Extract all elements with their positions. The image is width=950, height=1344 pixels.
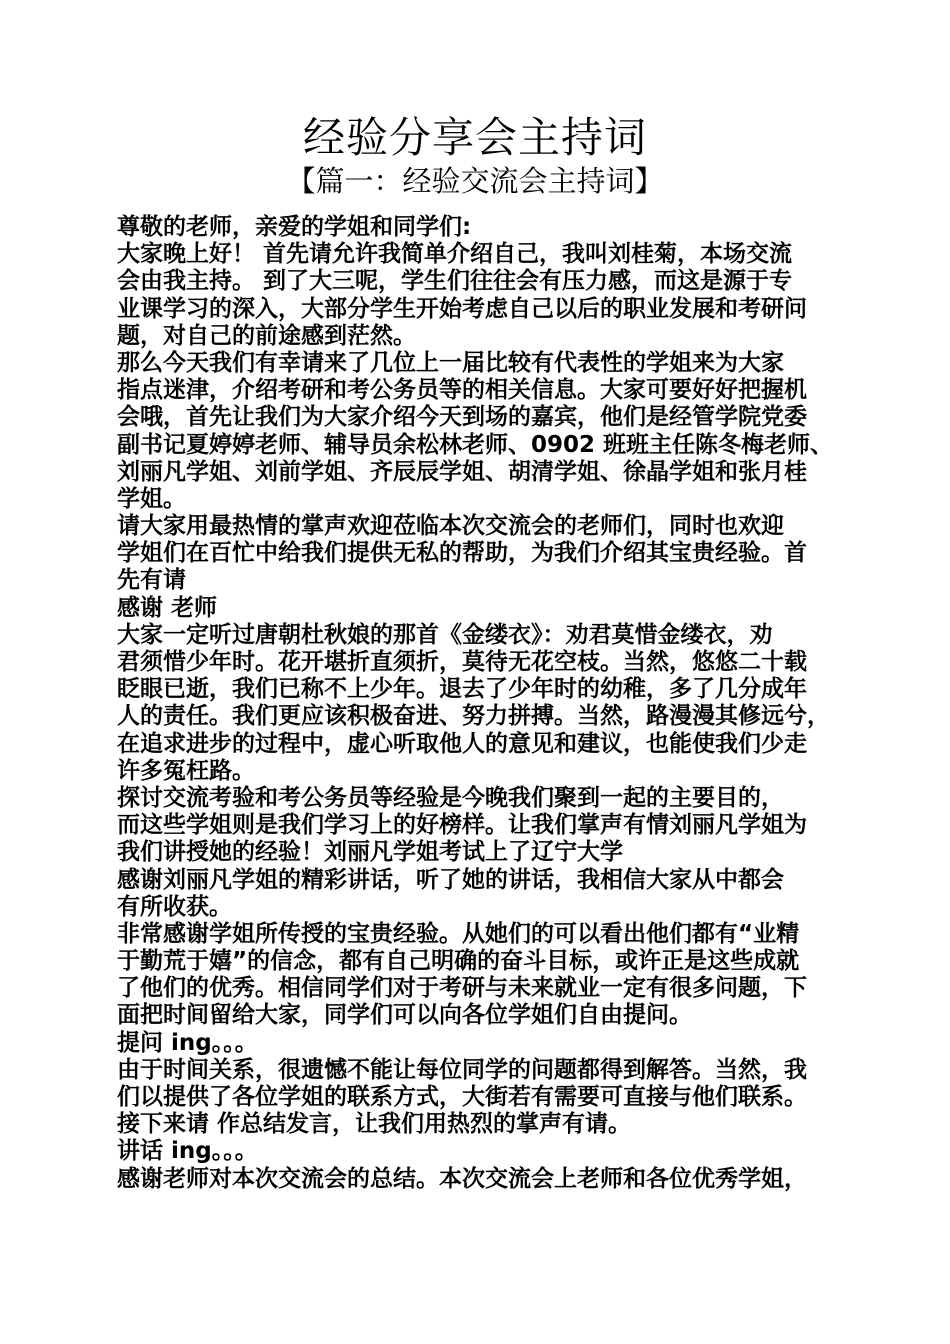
text-line: 接下来请 作总结发言，让我们用热烈的掌声有请。 [117,1111,632,1138]
text-line: 讲话 ing。。。 [117,1138,258,1165]
text-line: 在追求进步的过程中，虚心听取他人的意见和建议，也能使我们少走 [117,730,807,757]
text-line: 大家晚上好！ 首先请允许我简单介绍自己，我叫刘桂菊，本场交流 [117,241,793,268]
text-line: 大家一定听过唐朝杜秋娘的那首《金缕衣》：劝君莫惜金缕衣，劝 [117,621,773,648]
text-line: 非常感谢学姐所传授的宝贵经验。从她们的可以看出他们都有“业精 [117,920,800,947]
text-line: 指点迷津，介绍考研和考公务员等的相关信息。大家可要好好把握机 [117,377,807,404]
text-line: 请大家用最热情的掌声欢迎莅临本次交流会的老师们，同时也欢迎 [117,513,784,540]
text-line: 题，对自己的前途感到茫然。 [117,322,416,349]
text-line: 由于时间关系，很遗憾不能让每位同学的问题都得到解答。当然，我 [117,1056,807,1083]
text-line: 探讨交流考验和考公务员等经验是今晚我们聚到一起的主要目的， [117,784,784,811]
text-line: 学姐们在百忙中给我们提供无私的帮助，为我们介绍其宝贵经验。首 [117,540,807,567]
text-line: 于勤荒于嬉”的信念，都有自己明确的奋斗目标，或许正是这些成就 [117,948,800,975]
text-line: 感谢 老师 [117,594,218,621]
text-line: 学姐。 [117,485,186,512]
text-line: 那么今天我们有幸请来了几位上一届比较有代表性的学姐来为大家 [117,349,784,376]
text-line: 面把时间留给大家，同学们可以向各位学姐们自由提问。 [117,1002,692,1029]
text-line: 人的责任。我们更应该积极奋进、努力拼搏。当然，路漫漫其修远兮， [117,703,830,730]
text-line: 会哦，首先让我们为大家介绍今天到场的嘉宾，他们是经管学院党委 [117,404,807,431]
document-body [117,214,847,1193]
text-line: 了他们的优秀。相信同学们对于考研与未来就业一定有很多问题，下 [117,975,807,1002]
text-line: 业课学习的深入，大部分学生开始考虑自己以后的职业发展和考研问 [117,295,807,322]
text-line: 眨眼已逝，我们已称不上少年。退去了少年时的幼稚，多了几分成年 [117,676,807,703]
document-title: 经验分享会主持词 [302,113,647,162]
text-line: 尊敬的老师，亲爱的学姐和同学们: [117,214,472,240]
text-line: 许多冤枉路。 [117,757,255,784]
text-line: 君须惜少年时。花开堪折直须折，莫待无花空枝。当然，悠悠二十载 [117,649,807,675]
text-line: 先有请 [117,567,186,594]
text-line: 提问 ing。。。 [117,1029,258,1056]
text-line: 感谢老师对本次交流会的总结。本次交流会上老师和各位优秀学姐， [117,1165,807,1192]
text-line: 刘丽凡学姐、刘前学姐、齐辰辰学姐、胡清学姐、徐晶学姐和张月桂 [117,458,807,485]
text-line: 我们讲授她的经验！刘丽凡学姐考试上了辽宁大学 [117,839,623,866]
text-line: 副书记夏婷婷老师、辅导员余松林老师、0902 班班主任陈冬梅老师、 [117,431,834,458]
text-line: 有所收获。 [117,893,232,920]
text-line: 而这些学姐则是我们学习上的好榜样。让我们掌声有情刘丽凡学姐为 [117,812,807,839]
text-line: 感谢刘丽凡学姐的精彩讲话，听了她的讲话，我相信大家从中都会 [117,866,784,893]
document-subtitle: 【篇一：经验交流会主持词】 [286,164,664,198]
text-line: 会由我主持。 到了大三呢，学生们往往会有压力感，而这是源于专 [117,268,793,295]
text-line: 们以提供了各位学姐的联系方式，大街若有需要可直接与他们联系。 [117,1084,807,1110]
